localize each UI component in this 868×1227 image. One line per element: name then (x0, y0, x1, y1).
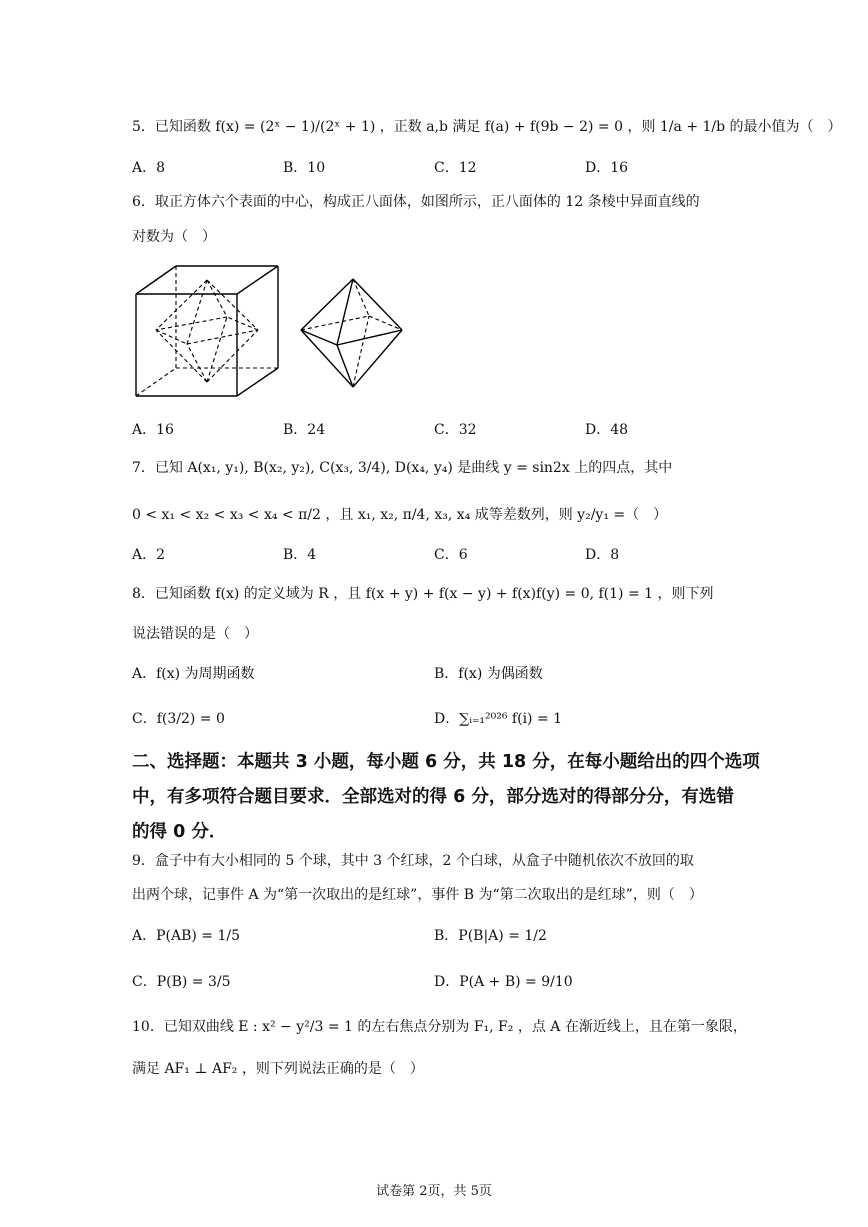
q8-option-d: D．∑ᵢ₌₁²⁰²⁶ f(i) = 1 (434, 711, 563, 727)
q6-option-d: D．48 (585, 422, 629, 438)
q5-stem: 5．已知函数 f(x) = (2ˣ − 1)/(2ˣ + 1) ，正数 a,b 满足 f(a) + f(9b − 2) = 0 ，则 1/a + 1/b 的最小值为（ ） (132, 119, 842, 135)
q7-option-b: B．4 (283, 547, 317, 563)
page-footer: 试卷第 2页，共 5页 (376, 1184, 492, 1199)
q9-option-d: D．P(A + B) = 9/10 (434, 974, 573, 990)
q6-option-a: A．16 (132, 422, 174, 438)
q6-stem-line2: 对数为（ ） (132, 229, 216, 245)
q5-option-d: D．16 (585, 160, 629, 176)
q9-stem-line1: 9．盒子中有大小相同的 5 个球，其中 3 个红球，2 个白球，从盒子中随机依次不放回的取 (132, 853, 694, 869)
q8-option-b: B．f(x) 为偶函数 (434, 666, 543, 682)
q10-stem-line1: 10．已知双曲线 E : x² − y²/3 = 1 的左右焦点分别为 F₁, F₂ ，点 A 在渐近线上，且在第一象限， (132, 1019, 747, 1035)
q6-option-c: C．32 (434, 422, 477, 438)
q7-option-a: A．2 (132, 547, 166, 563)
q8-option-c: C．f(3/2) = 0 (132, 711, 225, 727)
section-heading-line1: 二、选择题：本题共 3 小题，每小题 6 分，共 18 分，在每小题给出的四个选项 (132, 752, 760, 772)
octahedron-figure (294, 275, 409, 390)
q5-option-a: A．8 (132, 160, 166, 176)
q6-stem-line1: 6．取正方体六个表面的中心，构成正八面体，如图所示，正八面体的 12 条棱中异面直线的 (132, 194, 700, 210)
q7-option-c: C．6 (434, 547, 468, 563)
q7-option-d: D．8 (585, 547, 620, 563)
q9-option-c: C．P(B) = 3/5 (132, 974, 231, 990)
q9-stem-line2: 出两个球，记事件 A 为“第一次取出的是红球”，事件 B 为“第二次取出的是红球”，则（ ） (132, 887, 703, 903)
q8-stem-line1: 8．已知函数 f(x) 的定义域为 R ，且 f(x + y) + f(x − y) + f(x)f(y) = 0, f(1) = 1 ，则下列 (132, 586, 714, 602)
cube-octahedron-figure (130, 262, 285, 400)
q9-option-a: A．P(AB) = 1/5 (132, 928, 241, 944)
section-heading-line2: 中，有多项符合题目要求．全部选对的得 6 分，部分选对的得部分分，有选错 (132, 787, 734, 807)
q5-option-c: C．12 (434, 160, 477, 176)
q7-stem-line2: 0 < x₁ < x₂ < x₃ < x₄ < π/2 ，且 x₁, x₂, π/4, x₃, x₄ 成等差数列，则 y₂/y₁ =（ ） (132, 507, 668, 523)
q8-option-a: A．f(x) 为周期函数 (132, 666, 255, 682)
section-heading-line3: 的得 0 分． (132, 822, 227, 842)
q5-option-b: B．10 (283, 160, 326, 176)
q10-stem-line2: 满足 AF₁ ⊥ AF₂ ，则下列说法正确的是（ ） (132, 1061, 424, 1077)
q7-stem-line1: 7．已知 A(x₁, y₁), B(x₂, y₂), C(x₃, 3/4), D(x₄, y₄) 是曲线 y = sin2x 上的四点，其中 (132, 460, 673, 476)
q9-option-b: B．P(B|A) = 1/2 (434, 928, 547, 944)
q6-option-b: B．24 (283, 422, 326, 438)
q8-stem-line2: 说法错误的是（ ） (132, 626, 258, 642)
